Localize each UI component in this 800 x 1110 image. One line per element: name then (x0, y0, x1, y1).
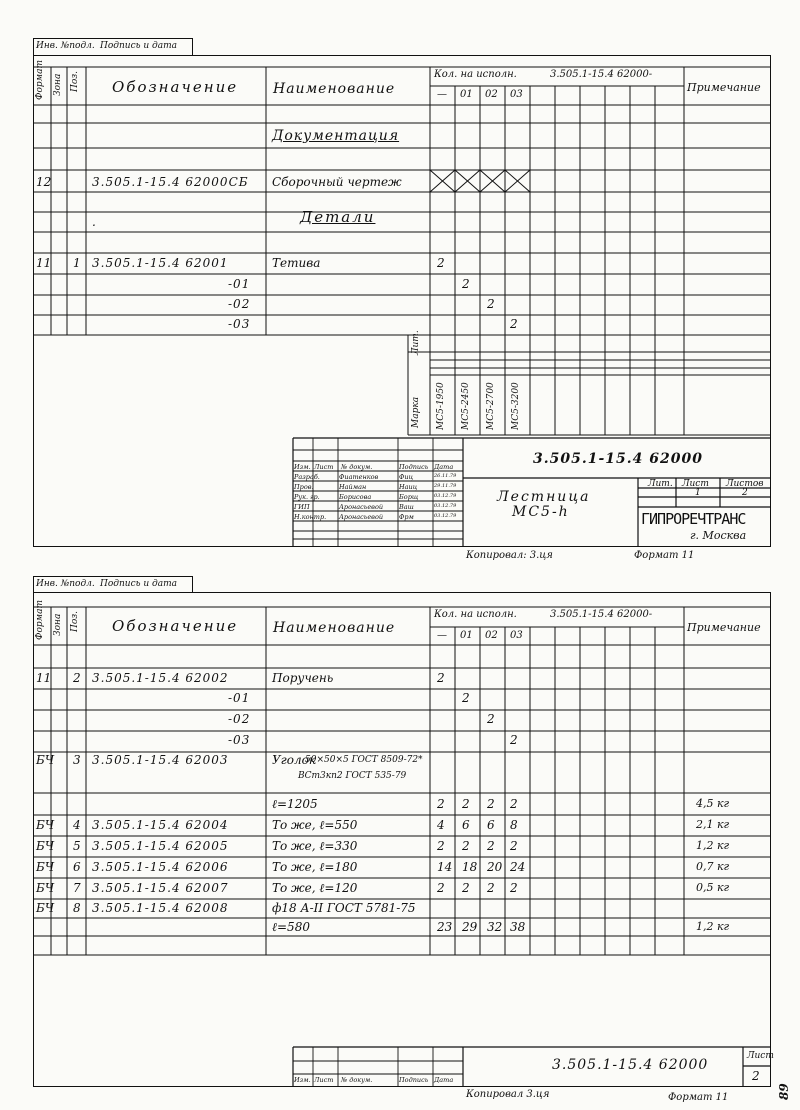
row-designation: 3.505.1-15.4 62001 (92, 256, 229, 270)
row-qty: 2 (510, 317, 518, 331)
row-qty: 2 (437, 797, 445, 811)
row-qty: 23 (437, 920, 453, 934)
row-pos: 1 (73, 256, 81, 270)
format-2: Формат 11 (668, 1092, 729, 1103)
row-name: То же, ℓ=120 (272, 881, 358, 895)
doc-number-2: 3.505.1-15.4 62000 (552, 1057, 709, 1073)
tb-person-role: Разраб. (294, 473, 320, 481)
row-qty: 2 (487, 297, 495, 311)
copied-1: Копировал: 3.ця (466, 550, 553, 561)
col-format: Формат (35, 59, 45, 100)
row-format: БЧ (36, 860, 55, 874)
row-designation: 3.505.1-15.4 62000СБ (92, 175, 249, 189)
row-note: 0,7 кг (696, 860, 730, 873)
row-format: БЧ (36, 839, 55, 853)
tb-person-role: Рук. гр. (294, 493, 320, 501)
tb-sheets-label: Листов (726, 479, 764, 489)
col-format-2: Формат (35, 599, 45, 640)
row-designation: . (92, 215, 97, 229)
qty-var-2-2: 02 (485, 630, 498, 641)
row-note: 4,5 кг (696, 797, 730, 810)
inv-stamp-2 (33, 576, 193, 592)
row-name: То же, ℓ=330 (272, 839, 358, 853)
row-name: То же, ℓ=180 (272, 860, 358, 874)
org-city: г. Москва (690, 529, 747, 542)
tb-lit-label: Лит. (648, 479, 673, 489)
row-qty: 2 (510, 881, 518, 895)
row-pos: 4 (73, 818, 81, 832)
row-note: 0,5 кг (696, 881, 730, 894)
row-qty: 18 (462, 860, 478, 874)
row-pos: 2 (73, 671, 81, 685)
drawing-title: Лестница (497, 489, 591, 505)
mark-variant-3: МС5-3200 (511, 382, 521, 430)
tb-person-date: 03.12.79 (434, 513, 457, 519)
tb2-h-izm: Изм. (294, 1076, 311, 1084)
row-format: 11 (36, 256, 52, 270)
side-number: 89 (777, 1083, 791, 1100)
col-qty-doc: 3.505.1-15.4 62000- (550, 69, 653, 80)
tb2-sheet-label: Лист (747, 1051, 774, 1061)
tb-person-sign: Ваш (399, 503, 414, 511)
row-qty: 2 (462, 797, 470, 811)
tb2-h-date: Дата (434, 1076, 454, 1084)
inv-no-label: Инв. №подл. (36, 41, 95, 51)
row-qty: 14 (437, 860, 453, 874)
marka-label: Марка (411, 396, 421, 428)
ugolok-spec-1: 50×50×5 ГОСТ 8509-72* (305, 755, 423, 765)
col-pos: Поз. (70, 70, 80, 92)
tb-person-sign: Наиц (399, 483, 418, 491)
row-pos: 3 (73, 753, 81, 767)
row-designation: 3.505.1-15.4 62006 (92, 860, 229, 874)
row-name: То же, ℓ=550 (272, 818, 358, 832)
tb-person-role: Пров. (294, 483, 314, 491)
row-pos: 6 (73, 860, 81, 874)
col-designation: Обозначение (112, 78, 239, 96)
row-name: Уголок (272, 753, 316, 767)
row-qty: 20 (487, 860, 503, 874)
row-qty: 8 (510, 818, 518, 832)
mark-variant-0: МС5-1950 (436, 382, 446, 430)
col-note-2: Примечание (687, 621, 761, 634)
row-note: 1,2 кг (696, 839, 730, 852)
mark-variant-2: МС5-2700 (486, 382, 496, 430)
qty-var-3: 03 (510, 89, 523, 100)
qty-var-0: — (437, 89, 447, 100)
row-designation: -02 (228, 297, 251, 311)
tb-person-sign: Фрм (399, 513, 414, 521)
lit-label: Лит. (411, 330, 421, 355)
row-qty: 4 (437, 818, 445, 832)
row-qty: 2 (437, 839, 445, 853)
row-designation: -01 (228, 277, 251, 291)
qty-var-0-2: — (437, 630, 447, 641)
row-format: 11 (36, 671, 52, 685)
row-format: БЧ (36, 753, 55, 767)
tb2-h-list: Лист (314, 1076, 334, 1084)
row-name: Поручень (272, 671, 334, 685)
qty-var-1-2: 01 (460, 630, 473, 641)
row-qty: 2 (437, 256, 445, 270)
tb2-sheet-no: 2 (752, 1069, 760, 1083)
tb-sheet-label: Лист (682, 479, 709, 489)
tb-person-sign: Борщ (399, 493, 419, 501)
qty-var-3-2: 03 (510, 630, 523, 641)
mark-variant-1: МС5-2450 (461, 382, 471, 430)
col-designation-2: Обозначение (112, 617, 239, 635)
row-pos: 7 (73, 881, 81, 895)
ugolok-spec-2: ВСт3кп2 ГОСТ 535-79 (298, 771, 407, 781)
row-qty: 2 (510, 797, 518, 811)
row-qty: 2 (487, 797, 495, 811)
row-qty: 2 (437, 671, 445, 685)
row-designation: -01 (228, 691, 251, 705)
tb-person-sign: Фиц (399, 473, 414, 481)
row-name: ф18 А-II ГОСТ 5781-75 (272, 901, 416, 915)
row-designation: 3.505.1-15.4 62004 (92, 818, 229, 832)
col-name: Наименование (273, 81, 396, 97)
row-designation: 3.505.1-15.4 62005 (92, 839, 229, 853)
row-note: 2,1 кг (696, 818, 730, 831)
tb2-h-sign: Подпись (399, 1076, 429, 1084)
sign-date-label-2: Подпись и дата (100, 579, 177, 589)
qty-var-2: 02 (485, 89, 498, 100)
col-zone-2: Зона (53, 613, 63, 636)
row-qty: 2 (462, 839, 470, 853)
row-name: ℓ=580 (272, 920, 310, 934)
tb-person-date: 03.12.79 (434, 493, 457, 499)
org-name: ГИПРОРЕЧТРАНС (641, 510, 746, 528)
section-docs: Документация (272, 128, 400, 144)
tb-person-date: 29.11.79 (434, 483, 457, 489)
row-qty: 2 (510, 839, 518, 853)
row-name: Сборочный чертеж (272, 175, 402, 189)
row-qty: 2 (510, 733, 518, 747)
row-pos: 8 (73, 901, 81, 915)
row-qty: 32 (487, 920, 503, 934)
tb-person-date: 03.12.79 (434, 503, 457, 509)
row-format: БЧ (36, 901, 55, 915)
qty-var-1: 01 (460, 89, 473, 100)
sign-date-label: Подпись и дата (100, 41, 177, 51)
tb1-h-sign: Подпись (399, 463, 429, 471)
tb-sheets-total: 2 (742, 488, 748, 498)
tb-person-role: Н.контр. (294, 513, 327, 521)
row-designation: -03 (228, 317, 251, 331)
row-designation: -03 (228, 733, 251, 747)
row-format: БЧ (36, 818, 55, 832)
section-parts: Детали (300, 208, 376, 226)
row-name: ℓ=1205 (272, 797, 318, 811)
row-designation: 3.505.1-15.4 62008 (92, 901, 229, 915)
row-qty: 2 (487, 712, 495, 726)
row-qty: 6 (462, 818, 470, 832)
tb-person-role: ГИП (294, 503, 310, 511)
row-designation: -02 (228, 712, 251, 726)
tb-person-name: Найман (339, 483, 367, 491)
col-qty-title-2: Кол. на исполн. (434, 609, 517, 620)
row-designation: 3.505.1-15.4 62007 (92, 881, 229, 895)
row-designation: 3.505.1-15.4 62002 (92, 671, 229, 685)
tb-person-name: Аронасьевой (339, 513, 384, 521)
row-format: БЧ (36, 881, 55, 895)
row-qty: 2 (462, 881, 470, 895)
tb1-h-izm: Изм. (294, 463, 311, 471)
row-qty: 24 (510, 860, 526, 874)
row-name: Тетива (272, 256, 321, 270)
col-zone: Зона (53, 73, 63, 96)
tb-person-name: Аронасьевой (339, 503, 384, 511)
row-qty: 2 (462, 277, 470, 291)
tb-person-name: Борисова (339, 493, 372, 501)
row-qty: 29 (462, 920, 478, 934)
row-qty: 38 (510, 920, 526, 934)
row-pos: 5 (73, 839, 81, 853)
row-note: 1,2 кг (696, 920, 730, 933)
col-pos-2: Поз. (70, 610, 80, 632)
col-note: Примечание (687, 81, 761, 94)
row-qty: 2 (487, 839, 495, 853)
row-qty: 6 (487, 818, 495, 832)
row-format: 12 (36, 175, 52, 189)
tb2-h-doc: № докум. (341, 1076, 373, 1084)
format-1: Формат 11 (634, 550, 695, 561)
tb-person-date: 26.11.79 (434, 473, 457, 479)
doc-number-1: 3.505.1-15.4 62000 (533, 451, 703, 467)
tb1-h-date: Дата (434, 463, 454, 471)
col-qty-title: Кол. на исполн. (434, 69, 517, 80)
col-qty-doc-2: 3.505.1-15.4 62000- (550, 609, 653, 620)
tb1-h-list: Лист (314, 463, 334, 471)
row-qty: 2 (437, 881, 445, 895)
drawing-title-2: МС5-h (512, 504, 570, 520)
tb-person-name: Фиатенков (339, 473, 379, 481)
inv-no-label-2: Инв. №подл. (36, 579, 95, 589)
copied-2: Копировал 3.ця (466, 1089, 550, 1100)
tb-sheet-no: 1 (695, 488, 701, 498)
row-qty: 2 (487, 881, 495, 895)
row-designation: 3.505.1-15.4 62003 (92, 753, 229, 767)
tb1-h-doc: № докум. (341, 463, 373, 471)
col-name-2: Наименование (273, 620, 396, 636)
row-qty: 2 (462, 691, 470, 705)
